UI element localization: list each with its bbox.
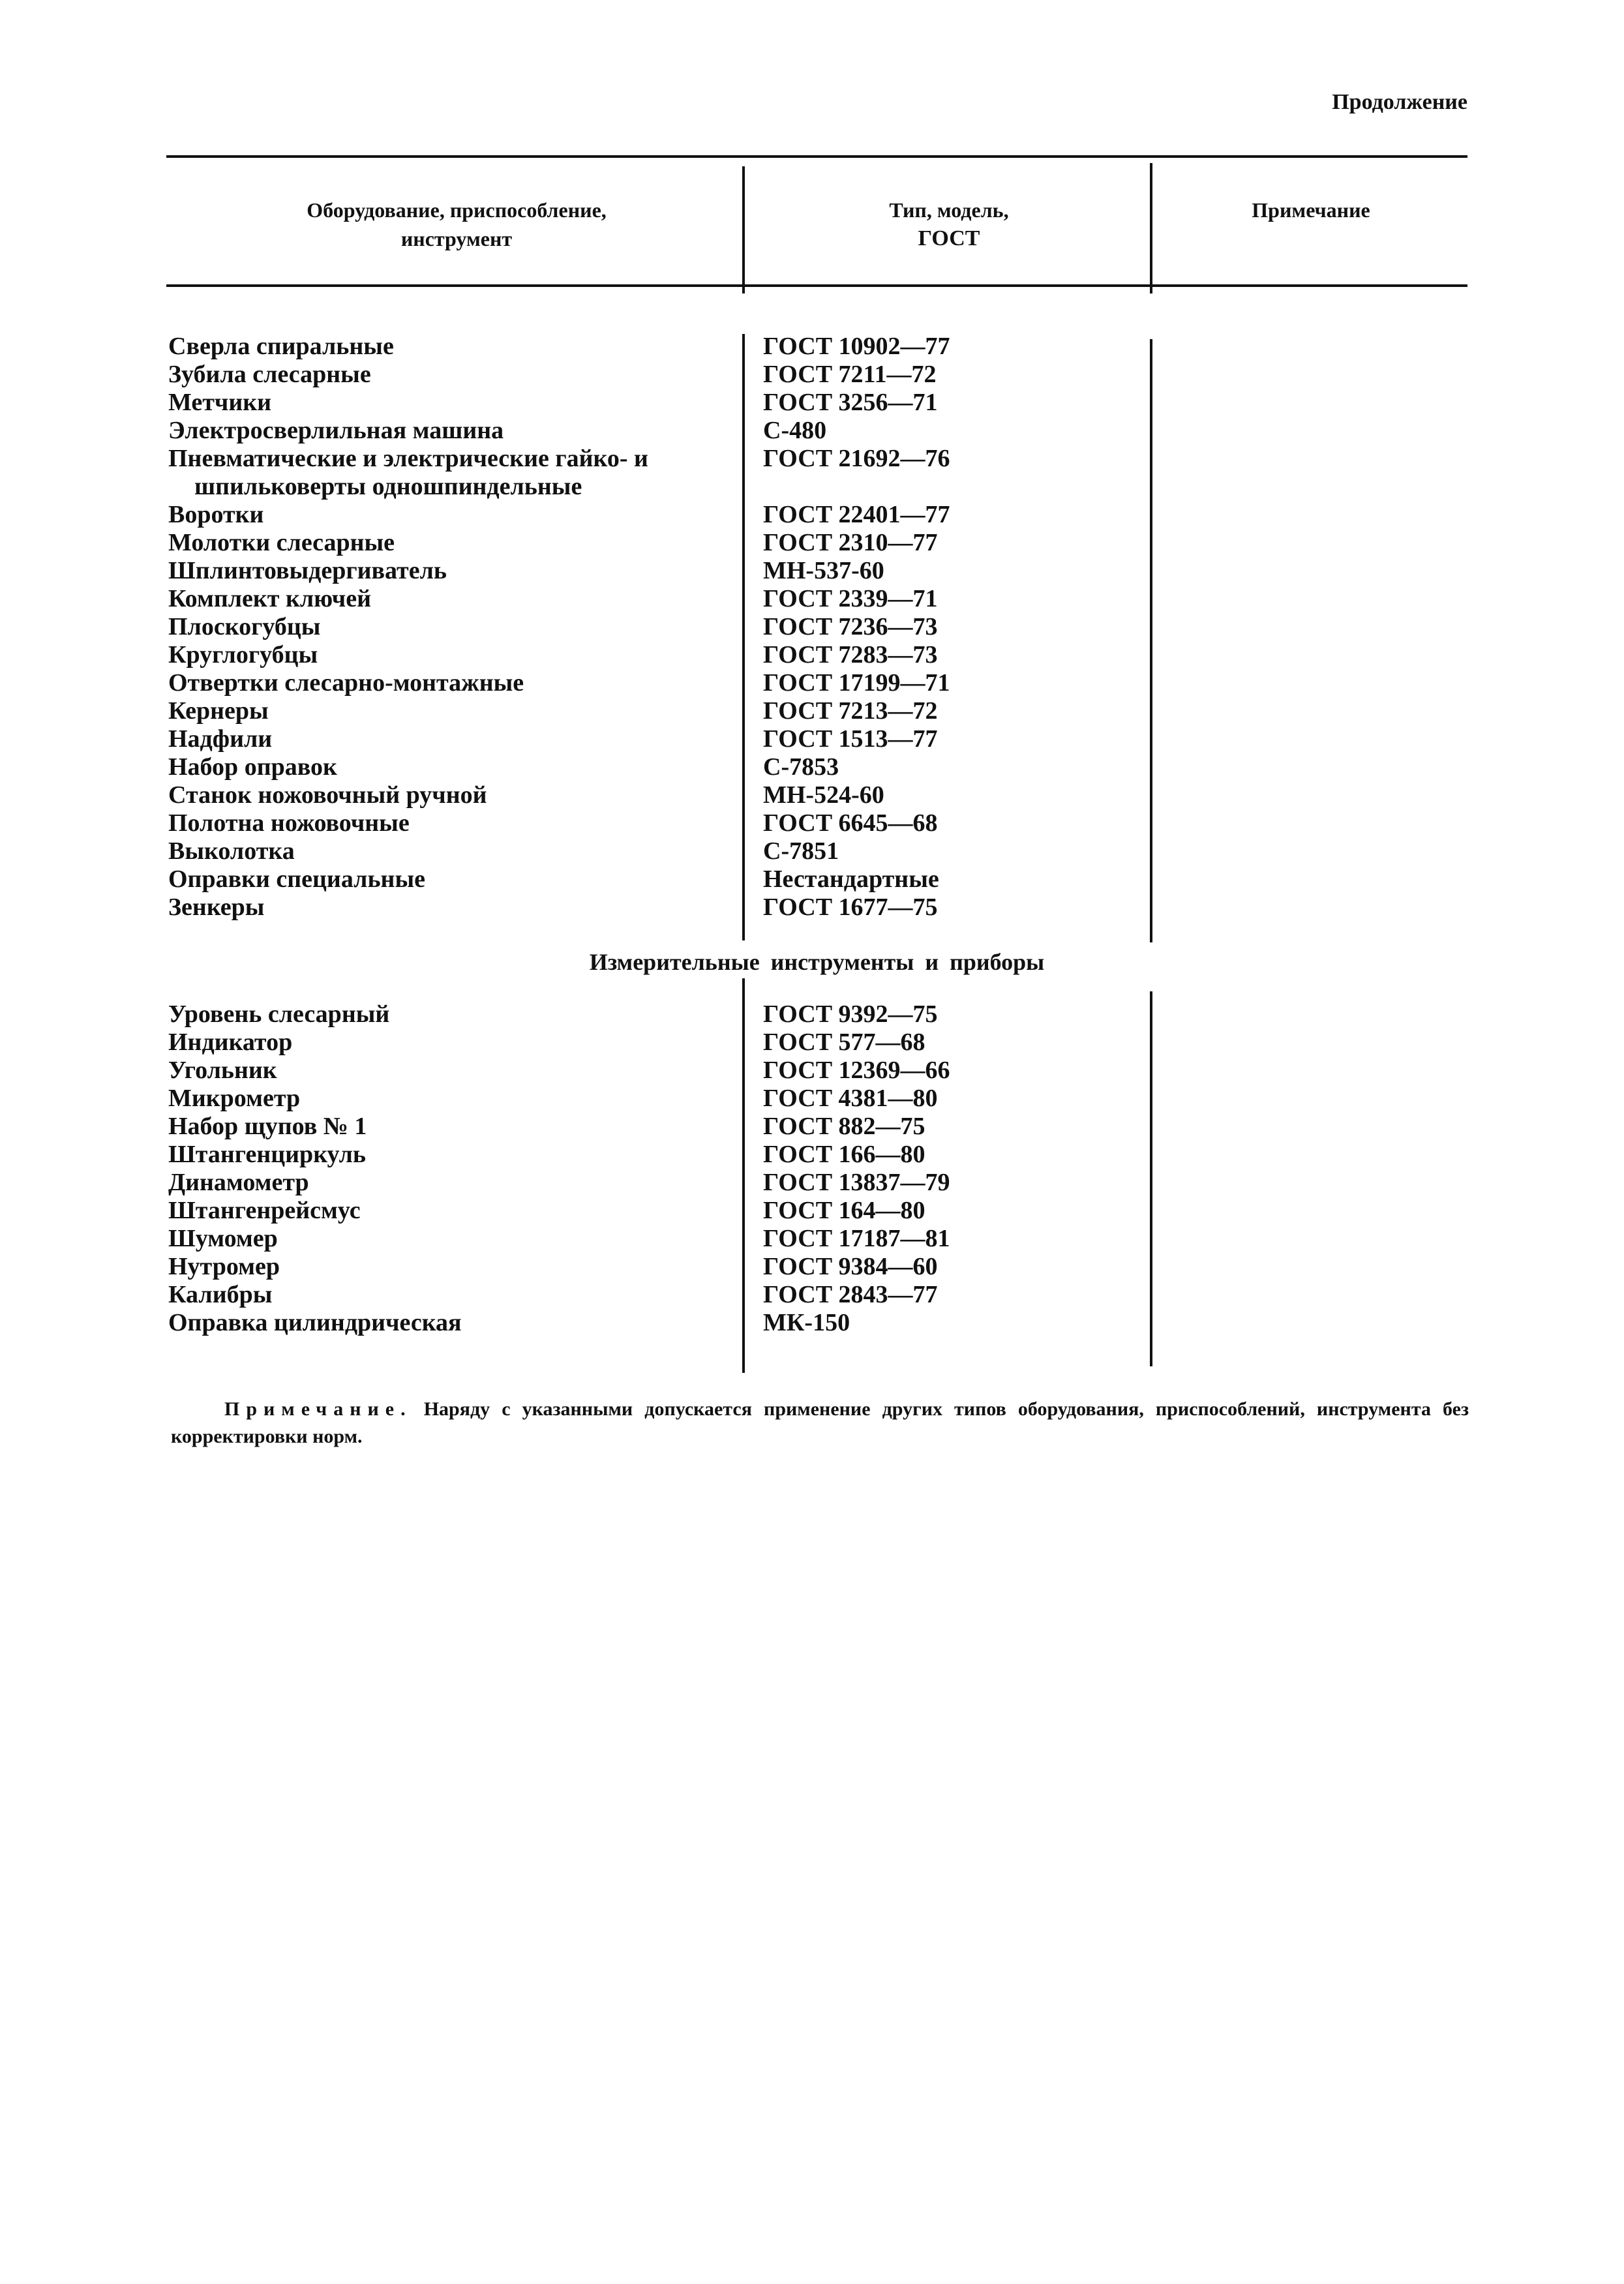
header-equipment-line1: Оборудование, приспособление, [307, 198, 607, 222]
continuation-label: Продолжение [1332, 90, 1467, 114]
table-row: Зенкеры [168, 894, 265, 921]
measuring-equipment-column [168, 1000, 742, 1337]
type-column [763, 333, 1141, 922]
table-row: Метчики [168, 389, 272, 416]
table-cell-type: МН-537-60 [763, 557, 884, 584]
header-equipment [170, 196, 744, 253]
table-row: Электросверлильная машина [168, 417, 504, 444]
table-cell-type: ГОСТ 7213—72 [763, 697, 938, 725]
table-row: Воротки [168, 501, 264, 528]
table-row: Шплинтовыдергиватель [168, 557, 447, 584]
header-equipment-line2: инструмент [400, 227, 513, 250]
table-row: Молотки слесарные [168, 529, 395, 556]
table-row: Штангенциркуль [168, 1141, 367, 1168]
table-row: Кернеры [168, 697, 269, 725]
equipment-column [168, 333, 742, 922]
table-row: Калибры [168, 1281, 273, 1308]
table-row: Оправки специальные [168, 865, 425, 893]
table-cell-type: ГОСТ 3256—71 [763, 389, 938, 416]
body-divider-1-upper [742, 334, 745, 940]
table-cell-type: ГОСТ 1513—77 [763, 725, 938, 753]
header-type-line1: Тип, модель, [889, 198, 1009, 222]
header-type [747, 196, 1151, 253]
table-cell-type: С-7851 [763, 837, 839, 865]
table-row: Надфили [168, 725, 273, 753]
table-cell-type: ГОСТ 22401—77 [763, 501, 950, 528]
table-row [168, 445, 742, 501]
table-cell-type: ГОСТ 882—75 [763, 1113, 925, 1140]
table-cell-type: ГОСТ 1677—75 [763, 894, 938, 921]
table-row: Круглогубцы [168, 641, 318, 669]
body-divider-2-upper [1150, 339, 1152, 942]
table-row: Полотна ножовочные [168, 809, 410, 837]
table-cell-type: ГОСТ 9384—60 [763, 1253, 938, 1280]
table-row: Динамометр [168, 1169, 309, 1196]
header-type-line2: ГОСТ [918, 226, 980, 250]
table-top-rule [166, 155, 1467, 158]
table-cell-type: ГОСТ 13837—79 [763, 1169, 950, 1196]
table-row: Комплект ключей [168, 585, 371, 612]
table-row: Штангенрейсмус [168, 1197, 361, 1224]
table-cell-type: ГОСТ 17187—81 [763, 1225, 950, 1252]
footnote-text: Наряду с указанными допускается применение других типов оборудования, приспособлений, инструмента без корректировки норм. [171, 1398, 1469, 1447]
table-cell-type: Нестандартные [763, 865, 939, 893]
table-row: Оправка цилиндрическая [168, 1309, 462, 1336]
body-divider-1-lower [742, 978, 745, 1373]
table-row: Выколотка [168, 837, 295, 865]
table-cell-type: ГОСТ 9392—75 [763, 1000, 938, 1028]
table-cell-type: ГОСТ 2339—71 [763, 585, 938, 612]
table-cell-type: ГОСТ 7211—72 [763, 361, 937, 388]
table-cell-type: ГОСТ 2843—77 [763, 1281, 938, 1308]
table-cell-type: ГОСТ 166—80 [763, 1141, 925, 1168]
table-row: Уровень слесарный [168, 1000, 390, 1028]
table-row: Набор оправок [168, 753, 337, 781]
table-row: Набор щупов № 1 [168, 1113, 367, 1140]
table-row: Шумомер [168, 1225, 278, 1252]
table-cell-type: ГОСТ 7283—73 [763, 641, 938, 669]
table-row: Сверла спиральные [168, 333, 394, 360]
footnote [171, 1396, 1469, 1450]
table-cell-type: ГОСТ 10902—77 [763, 333, 950, 360]
table-row: Зубила слесарные [168, 361, 371, 388]
table-cell-type: С-7853 [763, 753, 839, 781]
body-divider-2-lower [1150, 991, 1152, 1366]
row-name-line2: шпильковерты одношпиндельные [194, 473, 582, 500]
table-header-rule [166, 284, 1467, 287]
table-row: Микрометр [168, 1085, 301, 1112]
table-row: Отвертки слесарно-монтажные [168, 669, 524, 697]
table-cell-type: ГОСТ 6645—68 [763, 809, 938, 837]
header-note: Примечание [1252, 198, 1370, 222]
table-cell-type: ГОСТ 7236—73 [763, 613, 938, 640]
table-cell-type: ГОСТ 4381—80 [763, 1085, 938, 1112]
table-row: Станок ножовочный ручной [168, 781, 487, 809]
table-cell-type: ГОСТ 12369—66 [763, 1057, 950, 1084]
table-cell-type: ГОСТ 2310—77 [763, 529, 938, 556]
row-name-line1: Пневматические и электрические гайко- и [168, 445, 648, 472]
table-cell-type: ГОСТ 164—80 [763, 1197, 925, 1224]
table-row: Индикатор [168, 1029, 293, 1056]
table-cell-type: МН-524-60 [763, 781, 884, 809]
measuring-type-column [763, 1000, 1141, 1337]
table-cell-type: С-480 [763, 417, 827, 444]
table-row: Нутромер [168, 1253, 280, 1280]
table-row: Плоскогубцы [168, 613, 321, 640]
table-cell-type: ГОСТ 577—68 [763, 1029, 925, 1056]
footnote-label: Примечание. [224, 1398, 412, 1420]
table-row: Угольник [168, 1057, 277, 1084]
table-cell-type: МК-150 [763, 1309, 850, 1336]
table-cell-type: ГОСТ 21692—76 [763, 445, 950, 472]
table-cell-type: ГОСТ 17199—71 [763, 669, 950, 697]
section-title-measuring: Измерительные инструменты и приборы [589, 949, 1045, 975]
